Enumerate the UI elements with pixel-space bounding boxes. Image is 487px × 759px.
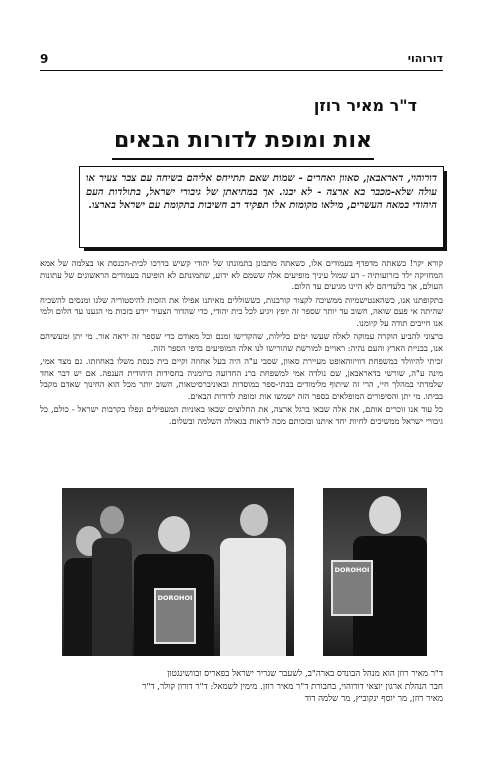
caption-line: חבר הנהלת ארגון יוצאי דורוהוי, בחבורת ד"ר מאיר רוזן. מימין לשמאל: ד"ר דורון קולר, ד"ר [142,681,443,692]
page-number: 9 [40,52,49,66]
caption-line: מאיר רוזן, מר יוסף ינקוביץ, מר שלמה דוד [304,694,443,704]
running-head: דורוהוי [407,52,443,65]
portrait-photo [323,488,427,656]
article-author: ד"ר מאיר רוזן [313,96,417,115]
article-title: אות ומופת לדורות הבאים [113,128,373,153]
title-underline [112,158,374,160]
page-header [40,52,443,71]
book-cover: DOROHOI [154,588,196,644]
body-paragraph: קורא יקר! כשאתה מדפדף בעמודים אלו, כשאתה מתבונן בתמונתו של יהודי קשיש בדרכו לבית-הכנסת או בצלמה של אמא המחזיקה ילד בזרועותיה - דע שמול עיניך מופיעים אלה ששמם לא ידוע, שתמונתם לא הופיעה בעמודים הראשונים של עתונות העולם, אך בלעדיהם לא היינו מגיעים עד הלום. [40,258,443,291]
photo-caption [40,668,443,712]
body-paragraph: ברצוני להביע הוקרה עמוקה לאלה שעשו ימים כלילות, שהקדישו זמנם וכל מאודם כדי שספר זה יראה אור. מי יתן ומעשיהם אנו, בבניית הארץ והעם נהיה: ראויים למורשת שהורישו לנו אלה המופיעים בדפי הספר הזה. [40,331,443,353]
book-cover: DOROHOI [331,560,373,616]
article-body [40,258,443,508]
photo-person [220,504,286,656]
body-paragraph: כל עוד אנו זוכרים אותם, את אלה שבאו ברגל ארצה, את החלוצים שבאו באוניות המעפילים ונפלו בקרבות ישראל - כולם, כל גיבורי ישראל ממשיכים לחיות יחד איתנו ובזכותם מכה לראות בגאולה השלמה ובשלום. [40,404,443,426]
photo-person [92,506,132,656]
caption-line: ד"ר מאיר רוזן הוא מנהל הבונדס בארה"ב, לשעבר שגריר ישראל בפאריס ובוושינגטון [167,669,443,679]
body-paragraph: זכיתי להיוולד במשפחת דוויזוהאופט מעיירת סאוון, שסבי ע"ה היה בעל אחוזה וקיים בית כנסת משלו באחוזתו. גם מצד אמי, מינה ע"ה, שורשי בדאראבאן, שם נולדה אמי למשפחת ברנ החדועה ברומניה בחסידות היהודית הענפה. אם יש דבר אחד שלמדתי במהלך חיי, הרי זה שיתוף מלימודים בבתי-ספר במוסדות ובאוניברסיטאות, חשוב יותר מכל הוא החינוך שאדם מקבל בביתו. מי יתן והסיפורים המופלאים בספר הזה ישמשו אות ומופת לדורות הבאים. [40,356,443,401]
intro-box: דורוהוי, דאראבאן, סאוון ואחרים - שמות שאם תתייחס אליהם בשיחה עם צבר צעיר או עולה שלא-מכבר בא ארצה - לא יבנו. אך במתיאתן של גיבורי ישראל, בתולדות העם היהודי במאה העשרים, מילאו מקומות אלו תפקיד רב חשיבות בתקומת עם ישראל בארצו. [79,166,444,248]
group-photo [62,488,294,656]
body-paragraph: בתקופתנו אנו, כשהאנטישמיות ממשיכה לקצור קורבנות, כששוללים מאיתנו אפילו את הזכות להיסטוריה שלנו ומנסים להשכיח שהיתה אי פעם שואה, חשוב עד יותר שספר זה יופץ ויגיע לכל בית יהודי, כדי שהדור הצעיר יידע בזכות מי הגענו עד הלום ולמי אנו חייבים תודה על קיומנו. [40,294,443,328]
